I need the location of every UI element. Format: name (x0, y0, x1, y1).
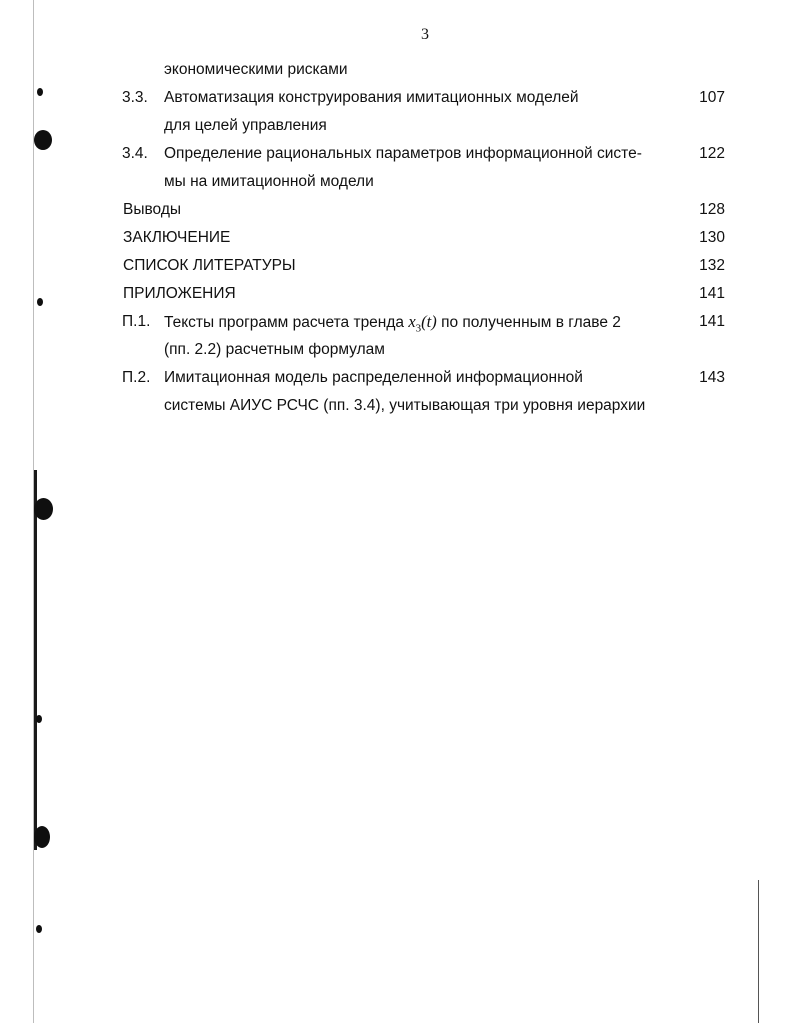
right-edge-line (758, 880, 759, 1023)
toc-page-ref: 130 (699, 229, 725, 246)
toc-row (0, 116, 791, 144)
binding-hole-mark (34, 826, 50, 848)
toc-page-ref: 141 (699, 313, 725, 330)
toc-title (164, 312, 621, 338)
toc-page-ref: 128 (699, 201, 725, 218)
toc-row (0, 256, 791, 284)
toc-title: Выводы (123, 201, 182, 218)
toc-title-part: по полученным в главе 2 (441, 314, 621, 331)
binding-edge-line-dark (34, 470, 37, 850)
toc-number: 3.4. (122, 145, 148, 162)
toc-row (0, 340, 791, 368)
toc-row (0, 144, 791, 172)
binding-hole-mark (36, 925, 42, 933)
toc-row (0, 172, 791, 200)
toc-number: П.1. (122, 313, 151, 330)
toc-title: ЗАКЛЮЧЕНИЕ (123, 229, 231, 246)
toc-row (0, 228, 791, 256)
toc-title: ПРИЛОЖЕНИЯ (123, 285, 236, 302)
toc-title: мы на имитационной модели (164, 173, 374, 190)
binding-hole-mark (34, 498, 53, 520)
toc-title: Определение рациональных параметров информационной систе- (164, 145, 642, 162)
page-number: 3 (421, 26, 429, 43)
math-expression (408, 312, 437, 335)
toc-page-ref: 107 (699, 89, 725, 106)
toc-title: экономическими рисками (164, 61, 348, 78)
toc-number: П.2. (122, 369, 151, 386)
toc-row (0, 60, 791, 88)
toc-page-ref: 143 (699, 369, 725, 386)
toc-page-ref: 141 (699, 285, 725, 302)
toc-row (0, 88, 791, 116)
toc-row (0, 368, 791, 396)
binding-hole-mark (36, 715, 42, 723)
toc-title: Автоматизация конструирования имитационных моделей (164, 89, 579, 106)
toc-row (0, 312, 791, 340)
toc-title: СПИСОК ЛИТЕРАТУРЫ (123, 257, 296, 274)
toc-row (0, 284, 791, 312)
toc-row (0, 200, 791, 228)
toc-row (0, 396, 791, 424)
toc-page-ref: 132 (699, 257, 725, 274)
toc-title: системы АИУС РСЧС (пп. 3.4), учитывающая три уровня иерархии (164, 397, 646, 414)
math-subscript: 3 (415, 322, 422, 335)
toc-page-ref: 122 (699, 145, 725, 162)
math-argument: (t) (421, 312, 437, 331)
toc-title: (пп. 2.2) расчетным формулам (164, 341, 385, 358)
toc-number: 3.3. (122, 89, 148, 106)
toc-title: для целей управления (164, 117, 327, 134)
toc-title-part: Тексты программ расчета тренда (164, 314, 405, 331)
math-variable: x (408, 312, 416, 331)
toc-title: Имитационная модель распределенной информационной (164, 369, 583, 386)
